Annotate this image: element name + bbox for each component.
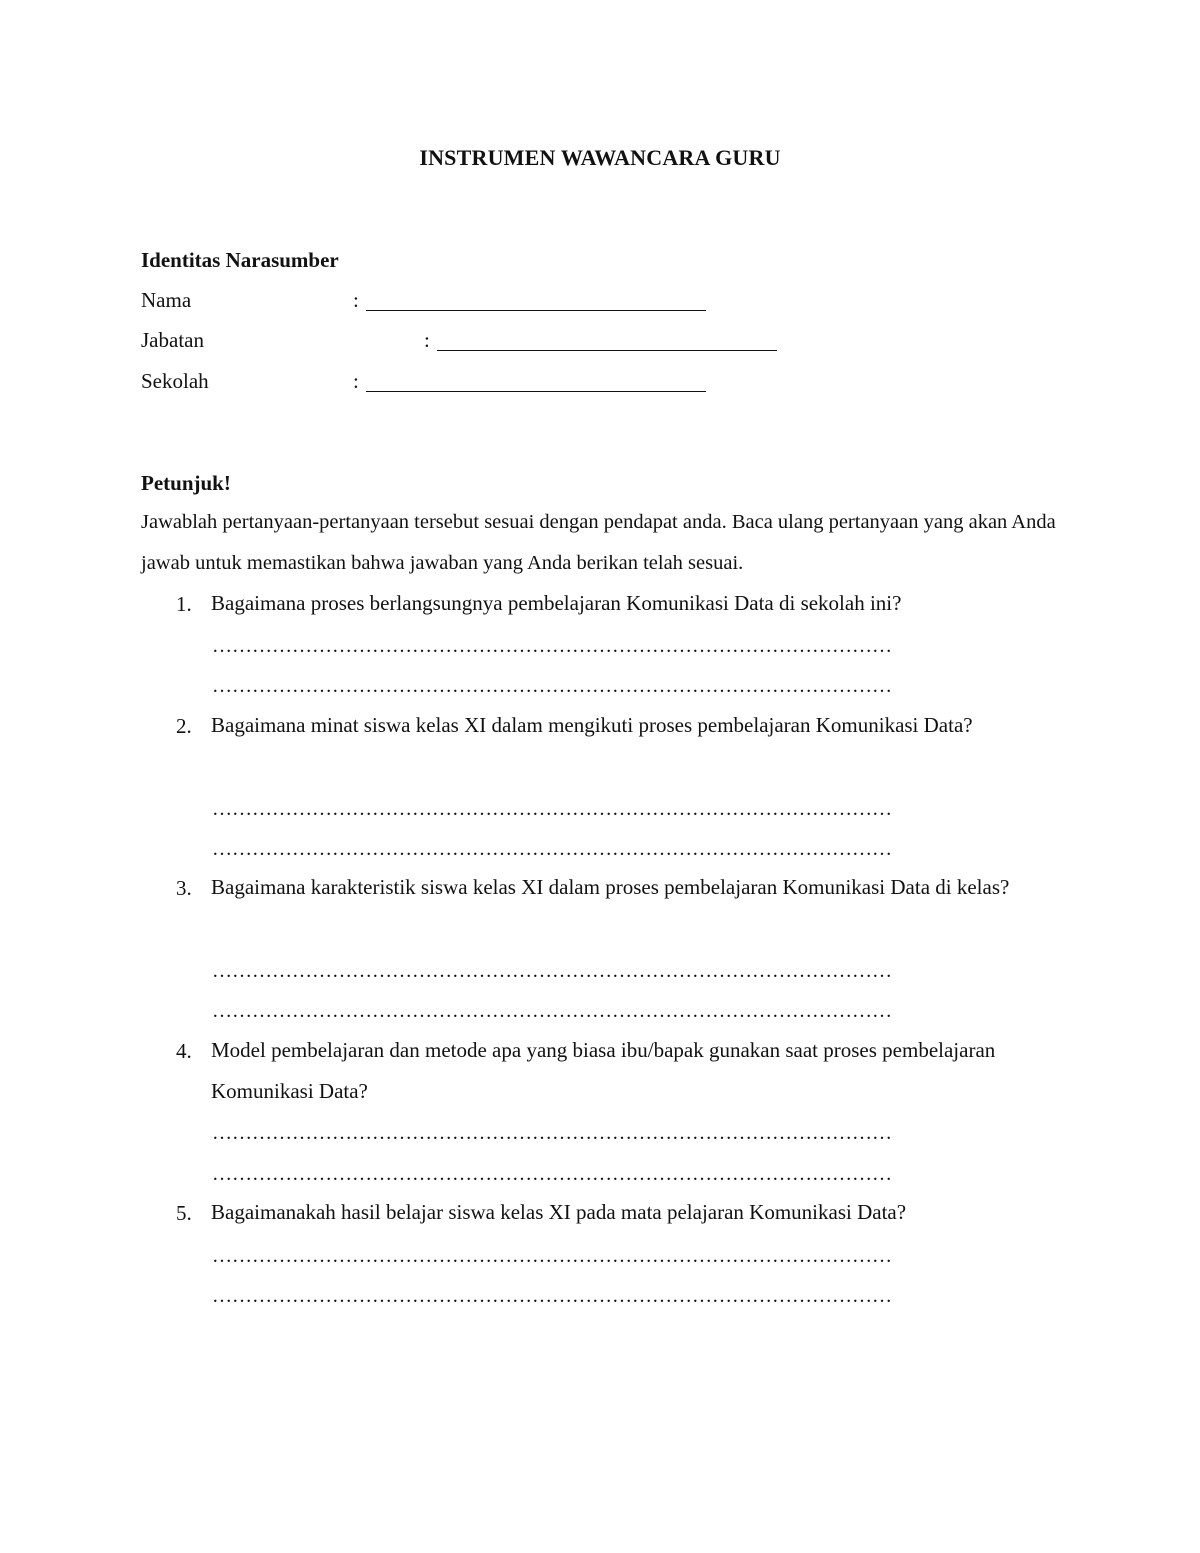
field-colon: : [353, 369, 359, 393]
identity-heading: Identitas Narasumber [141, 248, 339, 272]
answer-line[interactable]: ………………………………………………………………………………………… [212, 960, 892, 982]
identity-field-nama [141, 288, 841, 318]
answer-line[interactable]: ………………………………………………………………………………………… [212, 798, 892, 820]
question-text: Bagaimana minat siswa kelas XI dalam mengikuti proses pembelajaran Komunikasi Data? [211, 713, 973, 737]
question-text: Bagaimana proses berlangsungnya pembelajaran Komunikasi Data di sekolah ini? [211, 591, 902, 615]
answer-line[interactable]: ………………………………………………………………………………………… [212, 1122, 892, 1144]
document-title: INSTRUMEN WAWANCARA GURU [419, 145, 781, 170]
answer-line[interactable]: ………………………………………………………………………………………… [212, 675, 892, 697]
question-text: Bagaimana karakteristik siswa kelas XI dalam proses pembelajaran Komunikasi Data di kelas? [211, 875, 1010, 899]
answer-line[interactable]: ………………………………………………………………………………………… [212, 838, 892, 860]
position-blank-line[interactable] [437, 350, 777, 351]
answer-line[interactable]: ………………………………………………………………………………………… [212, 1163, 892, 1185]
answer-line[interactable]: ………………………………………………………………………………………… [212, 1245, 892, 1267]
identity-field-sekolah [141, 369, 841, 399]
instructions-text: Jawablah pertanyaan-pertanyaan tersebut sesuai dengan pendapat anda. Baca ulang pertanyaan yang akan Anda jawab untuk memastikan bahwa jawaban yang Anda berikan telah sesuai. [141, 511, 1056, 574]
field-colon: : [353, 288, 359, 312]
question-number: 5. [176, 1201, 192, 1225]
field-colon: : [424, 328, 430, 352]
instructions-heading: Petunjuk! [141, 471, 231, 495]
question-number: 3. [176, 876, 192, 900]
question-text: Model pembelajaran dan metode apa yang biasa ibu/bapak gunakan saat proses pembelajaran Komunikasi Data? [211, 1038, 996, 1103]
name-blank-line[interactable] [366, 310, 706, 311]
question-number: 1. [176, 592, 192, 616]
field-label: Nama [141, 288, 192, 312]
question-number: 2. [176, 714, 192, 738]
answer-line[interactable]: ………………………………………………………………………………………… [212, 1000, 892, 1022]
field-label: Sekolah [141, 369, 209, 393]
field-label: Jabatan [141, 328, 204, 352]
answer-line[interactable]: ………………………………………………………………………………………… [212, 635, 892, 657]
question-text: Bagaimanakah hasil belajar siswa kelas XI pada mata pelajaran Komunikasi Data? [211, 1200, 907, 1224]
identity-field-jabatan [141, 328, 841, 358]
answer-line[interactable]: ………………………………………………………………………………………… [212, 1285, 892, 1307]
school-blank-line[interactable] [366, 391, 706, 392]
question-number: 4. [176, 1039, 192, 1063]
